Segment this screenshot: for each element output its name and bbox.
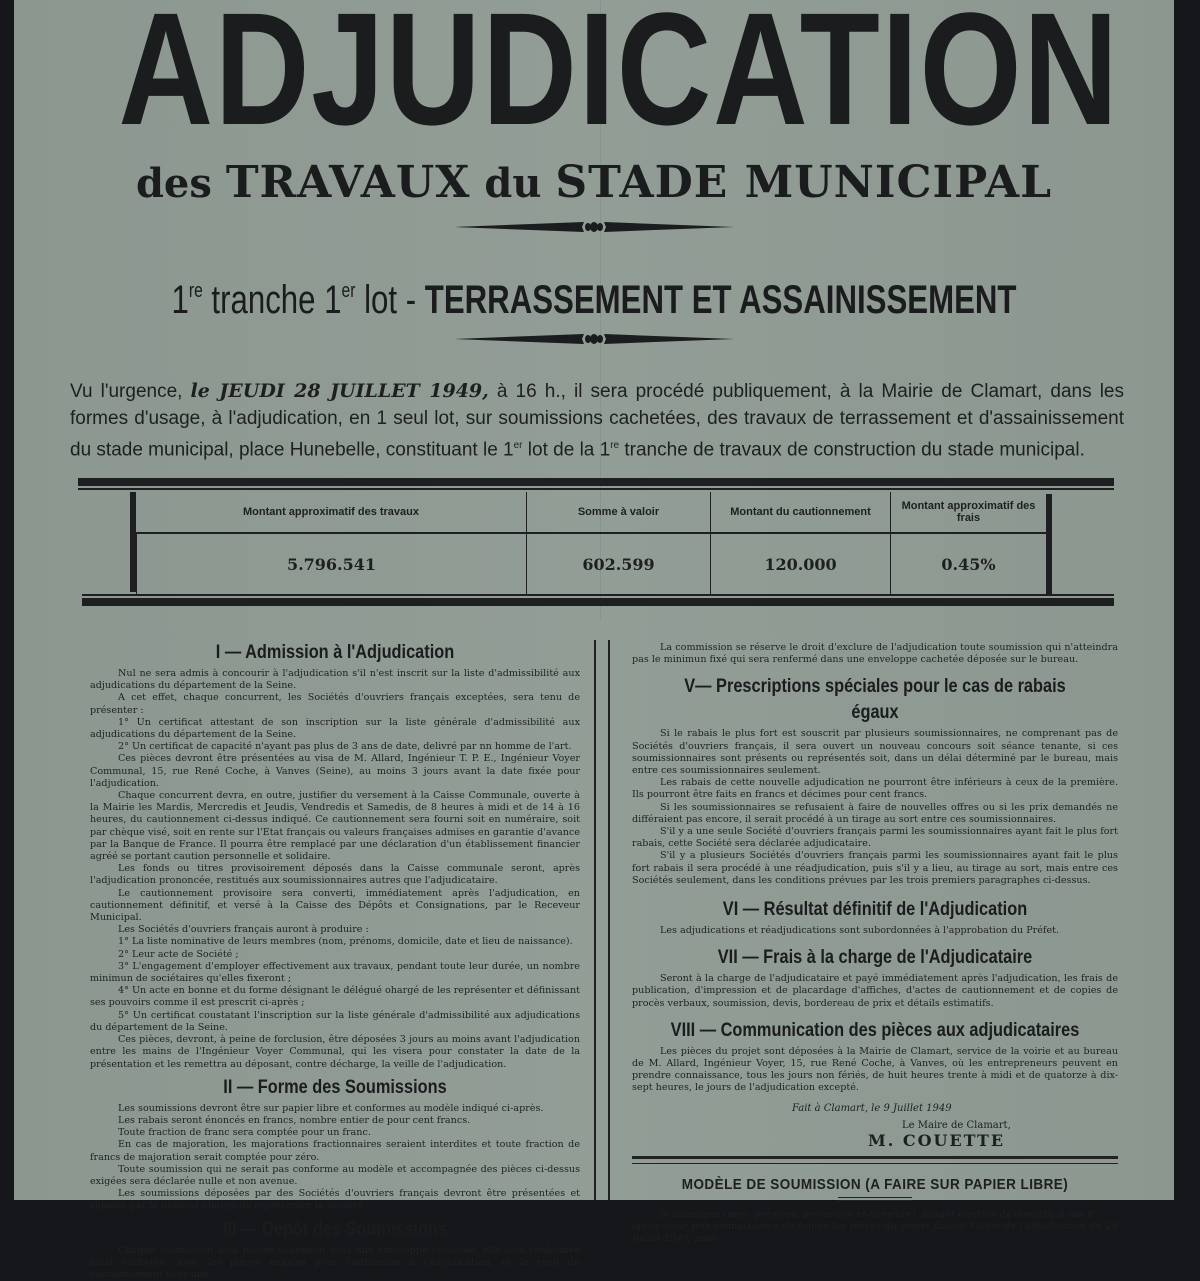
section-title: VII — Frais à la charge de l'Adjudicataire [717,947,1033,969]
table-rule [82,598,1114,606]
section-title: VI — Résultat définitif de l'Adjudication [722,899,1028,921]
paragraph: Les rabais de cette nouvelle adjudication ne pourront être inférieurs à ceux de la première. Ils pourront être faits en francs et décimes pour cent francs. [632,777,1118,801]
signature-place-date: Fait à Clamart, le 9 Juillet 1949 [792,1102,952,1114]
paragraph: Les soumissions déposées par des Sociétés d'ouvriers français devront être présentées et signées par le délégué chargé de représenter la Société. [90,1188,580,1212]
subtitle-stade: STADE MUNICIPAL [555,157,1053,208]
paragraph: 3° L'engagement d'employer effectivement aux travaux, pendant toute leur durée, un nombre minimun de sociétaires qu'elles fixeront ; [90,960,580,985]
section-title: I — Admission à l'Adjudication [215,642,455,663]
paragraph: Si le rabais le plus fort est souscrit par plusieurs soumissionnaires, ne comprenant pas de Sociétés d'ouvriers français, il sera ouvert un nouveau concours soit séance tenante, si ces soumissionnaires sont présents ou représentés soit, dans un délai déterminé par le bureau, mais entre ces soumissionnaires seulement. [632,728,1118,777]
ornament-divider-icon [454,218,734,236]
signature-role: Le Maire de Clamart, [902,1119,1011,1131]
table-cell-frais: 0.45% [890,534,1046,594]
model-text: Je soussigné (nom, prénoms, profession et demeure), faisant élection de domicile à rue n° [660,1208,1099,1220]
model-text: après avoir pris connaissance de toutes les pièces du projet faisant l'objet de l'adjudication du 28 Juillet 1949, pour [632,1220,1118,1245]
paragraph: La commission se réserve le droit d'exclure de l'adjudication toute soumission qui n'atteindra pas le minimun fixé qui sera renfermé dans une enveloppe cachetée déposée sur le bureau. [632,642,1118,666]
paragraph: 4° Un acte en bonne et du forme désignant le délégué ohargé de les représenter et définissant ses pouvoirs comme il est prescrit ci-après ; [90,985,580,1009]
column-divider [594,640,596,1200]
subtitle-travaux: TRAVAUX [225,157,471,208]
paragraph: En cas de majoration, les majorations fractionnaires seraient interdites et toute fraction de francs de majoration serait comptée pour zéro. [90,1139,580,1163]
poster-subtitle: des TRAVAUX du STADE MUNICIPAL [135,157,1053,208]
table-header: Montant du cautionnement [710,492,890,534]
amounts-table [78,478,1114,608]
table-header: Montant approximatif des frais [890,492,1046,534]
paragraph: 5° Un certificat coustatant l'inscription sur la liste générale d'admissibilité aux adjudications du département de la Seine. [90,1009,580,1033]
paragraph: Les soumissions devront être sur papier libre et conformes au modèle indiqué ci-après. [118,1102,544,1114]
paragraph: Les Sociétés d'ouvriers français auront à produire : [118,924,369,936]
table-cell-somme: 602.599 [526,534,710,594]
table-rule [78,488,1114,490]
right-column [632,636,1118,1245]
paragraph: Toute soumission qui ne serait pas conforme au modèle et accompagnée des pièces ci-dessus exigées sera déclarée nulle et non avenue. [90,1163,580,1187]
paragraph: Nul ne sera admis à concourir à l'adjudication s'il n'est inscrit sur la liste d'admissibilité aux adjudications du département de la Seine. [90,668,580,692]
section-title: III — Dépôt des Soumissions [222,1218,448,1240]
section-title: II — Forme des Soumissions [223,1076,447,1098]
paragraph: Les rabais seront énoncés en francs, nombre entier de pour cent francs. [118,1114,471,1126]
section-title: V— Prescriptions spéciales pour le cas de rabais égaux [684,676,1066,724]
model-rule [838,1197,912,1201]
ornament-divider-icon [454,330,734,348]
auction-date: le JEUDI 28 JUILLET 1949, [190,380,489,402]
paragraph: Les pièces du projet sont déposées à la Mairie de Clamart, service de la voirie et au bureau de M. Allard, Ingénieur Voyer, 15, rue René Coche, à Vanves, où les entrepreneurs peuvent en prendre connaissance, tous les jours non fériés, de huit heures trente à midi et de quatorze à dix-sept heures, le jours de l'adjudication excepté. [632,1045,1118,1094]
paragraph: Le cautionnement provisoire sera converti, immédiatement après l'adjudication, en cautionnement définitif, et versé à la Caisse des Dépôts et Consignations, par le Receveur Municipal. [90,887,580,924]
table-header: Montant approximatif des travaux [136,492,526,534]
poster-sheet [14,0,1174,1280]
paragraph: Les adjudications et réadjudications sont subordonnées à l'approbation du Préfet. [660,925,1060,937]
table-border [1046,494,1052,594]
paragraph: 1° Un certificat attestant de son inscription sur la liste générale d'admissibilité aux adjudications du département de la Seine. [90,716,580,741]
section-rule [632,1156,1118,1164]
lot-heading: 1re tranche 1er lot - TERRASSEMENT ET ASSAINISSEMENT [171,278,1017,322]
paragraph: S'il y a plusieurs Sociétés d'ouvriers français parmi les soumissionnaires ayant fait le plus fort rabais il sera procédé à une réadjudication, puis s'il y a lieu, au tirage au sort, mais entre ces Sociétés seulement, dans les conditions prévues par les trois premiers paragraphes ci-dessus. [632,850,1118,886]
table-rule [82,594,1114,596]
paragraph: Toute fraction de franc sera comptée pour un franc. [118,1127,371,1139]
table-cell-travaux: 5.796.541 [136,534,526,594]
left-column [90,636,580,1281]
model-title: MODÈLE DE SOUMISSION (A FAIRE SUR PAPIER LIBRE) [681,1175,1069,1193]
paragraph: 2° Leur acte de Société ; [118,948,239,960]
table-header: Somme à valoir [526,492,710,534]
table-rule [78,478,1114,486]
paragraph: A cet effet, chaque concurrent, les Sociétés d'ouvriers français exceptées, sera tenu de présenter : [90,692,580,716]
section-title: VIII — Communication des pièces aux adjudicataires [670,1019,1080,1041]
paragraph: 2° Un certificat de capacité n'ayant pas plus de 3 ans de date, delivré par nn homme de l'art. [118,741,572,753]
paragraph: Ces pièces, devront, à peine de forclusion, être déposées 3 jours au moins avant l'adjudication entre les mains de l'Ingénieur Voyer Communal, qui les visera pour constater la date de la présentation et les remettra au déposant, contre décharge, la veille de l'adjudication. [90,1034,580,1070]
paragraph: S'il y a une seule Société d'ouvriers français parmi les soumissionnaires ayant fait le plus fort rabais, cette Société sera déclarée adjudicataire. [632,826,1118,850]
paragraph: 1° La liste nominative de leurs membres (nom, prénoms, domicile, date et lieu de naissance). [118,936,573,948]
paragraph: Les fonds ou titres provisoirement déposés dans la Caisse communale seront, après l'adjudication prononcée, restitués aux soumissionnaires autres que l'adjudicataire. [90,863,580,887]
paragraph: Ces pièces devront être présentées au visa de M. Allard, Ingénieur T. P. E., Ingénieur Voyer Communal, 15, rue René Coche, à Vanves (Seine), au moins 3 jours avant la date fixée pour l'adjudication. [90,753,580,789]
amounts-grid [136,492,1046,594]
paragraph: Seront à la charge de l'adjudicataire et payé immédiatement après l'adjudication, les frais de publication, d'impression et de placardage d'affiches, d'actes de cautionnement et de copies de procès verbaux, soumission, devis, bordereau de prix et détails estimatifs. [632,973,1118,1009]
paragraph: Si les soumissionnaires se refusaient à faire de nouvelles offres ou si les prix demandés ne différaient pas encore, il serait procédé à un tirage au sort entre ces soumissionnaires. [632,801,1118,825]
table-cell-cautionnement: 120.000 [710,534,890,594]
intro-paragraph: Vu l'urgence, le JEUDI 28 JUILLET 1949, à 16 h., il sera procédé publiquement, à la Mairie de Clamart, dans les formes d'usage, à l'adjudication, en 1 seul lot, sur soumissions cachetées, des travaux de terrassement et d'assainissement du stade municipal, place Hunebelle, constituant le 1er lot de la 1re tranche de travaux de construction du stade municipal. [70,380,1124,461]
poster-title: ADJUDICATION [118,0,1120,158]
paragraph: Chaque concurrent devra, en outre, justifier du versement à la Caisse Communale, ouverte à la Mairie les Mardis, Mercredis et Jeudis, Vendredis et Samedis, de 8 heures à midi et de 14 à 16 heures, du cautionnement ci-dessus indiqué. Ce cautionnement sera fourni soit en numéraire, soit par chèque visé, soit en rente sur l'Etat français ou valeurs françaises admises en garantie d'avance par la Banque de France. Il pourra être remplacé par une déclaration d'un établissement financier agréé se portant caution personnelle et solidaire. [90,790,580,863]
lot-subject: TERRASSEMENT ET ASSAINISSEMENT [424,278,1017,322]
column-divider [608,640,610,1200]
signature-name: M. COUETTE [868,1130,1006,1150]
paragraph: Chaque soumission sera placée isolément sous une enveloppe cachetée, elle sera renfermée ainsi cachetée, avec les pièces exigées pour l'admission à l'adjudication, et le reçu du cautionnement sous une [90,1244,580,1280]
